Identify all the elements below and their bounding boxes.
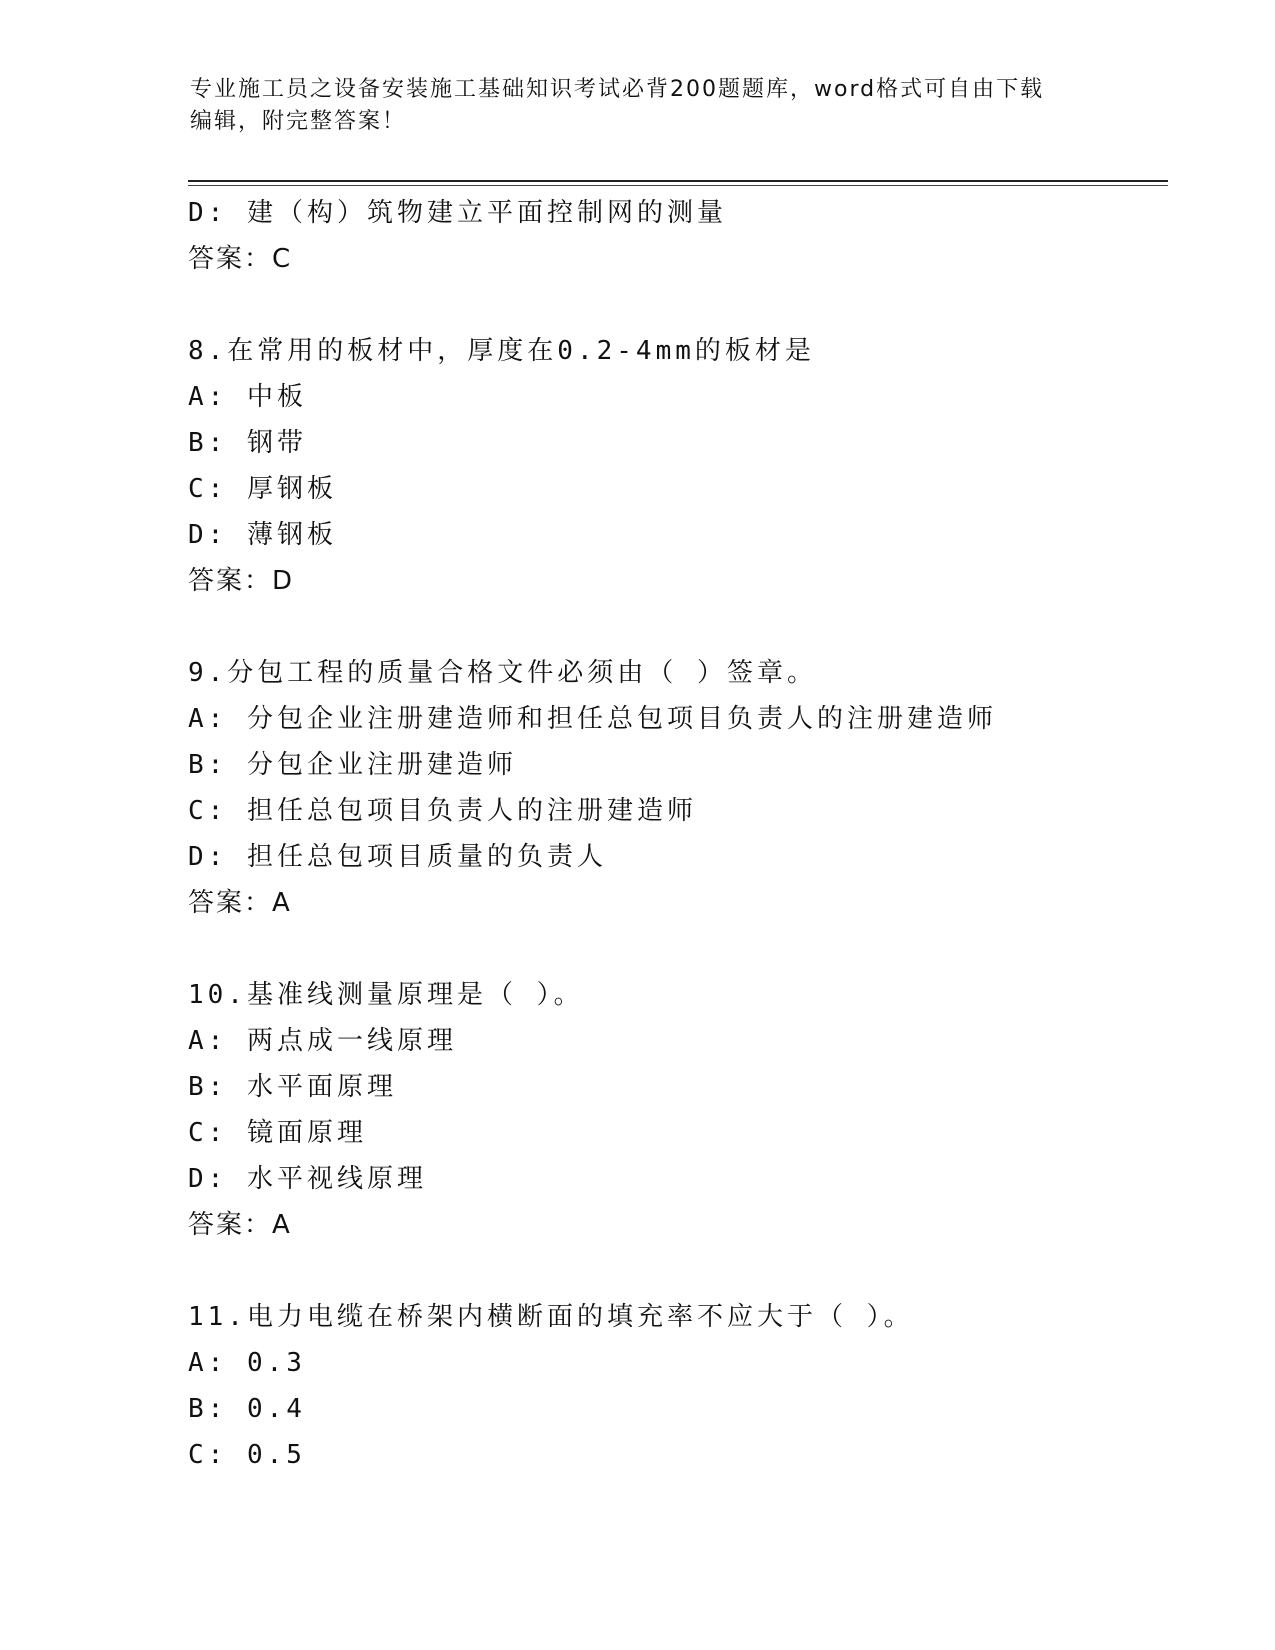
answer-value: C <box>272 244 291 274</box>
header-title-line-2: 编辑，附完整答案！ <box>190 109 407 134</box>
option-d: D: 建（构）筑物建立平面控制网的测量 <box>188 198 727 228</box>
answer-label: 答案： <box>188 1210 273 1240</box>
question-block-10 <box>188 972 1168 1248</box>
option-d: D: 薄钢板 <box>188 520 337 550</box>
question-text: 9.分包工程的质量合格文件必须由（ ）签章。 <box>188 658 817 688</box>
question-block-7 <box>188 190 1168 282</box>
option-b: B: 分包企业注册建造师 <box>188 750 517 780</box>
option-d: D: 担任总包项目质量的负责人 <box>188 842 607 872</box>
header-divider-thin <box>188 185 1168 186</box>
answer-label: 答案： <box>188 244 273 274</box>
question-text: 8.在常用的板材中，厚度在0.2-4mm的板材是 <box>188 336 815 366</box>
option-b: B: 水平面原理 <box>188 1072 397 1102</box>
document-header <box>190 74 1090 138</box>
question-block-9 <box>188 650 1168 926</box>
question-text: 11.电力电缆在桥架内横断面的填充率不应大于（ ）。 <box>188 1302 914 1332</box>
answer-line <box>188 880 1168 926</box>
spacer <box>188 926 1168 972</box>
answer-value: A <box>272 888 290 918</box>
option-c: C: 镜面原理 <box>188 1118 367 1148</box>
answer-line <box>188 558 1168 604</box>
option-a: A: 两点成一线原理 <box>188 1026 457 1056</box>
header-divider-thick <box>188 180 1168 182</box>
spacer <box>188 604 1168 650</box>
answer-value: D <box>272 566 293 596</box>
header-title-line-1: 专业施工员之设备安装施工基础知识考试必背200题题库，word格式可自由下载 <box>190 77 1045 102</box>
spacer <box>188 1248 1168 1294</box>
option-a: A: 中板 <box>188 382 307 412</box>
answer-line <box>188 236 1168 282</box>
option-b: B: 钢带 <box>188 428 307 458</box>
question-block-11 <box>188 1294 1168 1478</box>
answer-label: 答案： <box>188 566 273 596</box>
option-d: D: 水平视线原理 <box>188 1164 427 1194</box>
question-block-8 <box>188 328 1168 604</box>
answer-value: A <box>272 1210 290 1240</box>
option-c: C: 0.5 <box>188 1440 306 1470</box>
spacer <box>188 282 1168 328</box>
answer-label: 答案： <box>188 888 273 918</box>
question-text: 10.基准线测量原理是（ ）。 <box>188 980 584 1010</box>
option-c: C: 厚钢板 <box>188 474 337 504</box>
option-a: A: 分包企业注册建造师和担任总包项目负责人的注册建造师 <box>188 704 997 734</box>
answer-line <box>188 1202 1168 1248</box>
option-c: C: 担任总包项目负责人的注册建造师 <box>188 796 697 826</box>
option-a: A: 0.3 <box>188 1348 306 1378</box>
question-list <box>188 190 1168 1478</box>
option-b: B: 0.4 <box>188 1394 306 1424</box>
